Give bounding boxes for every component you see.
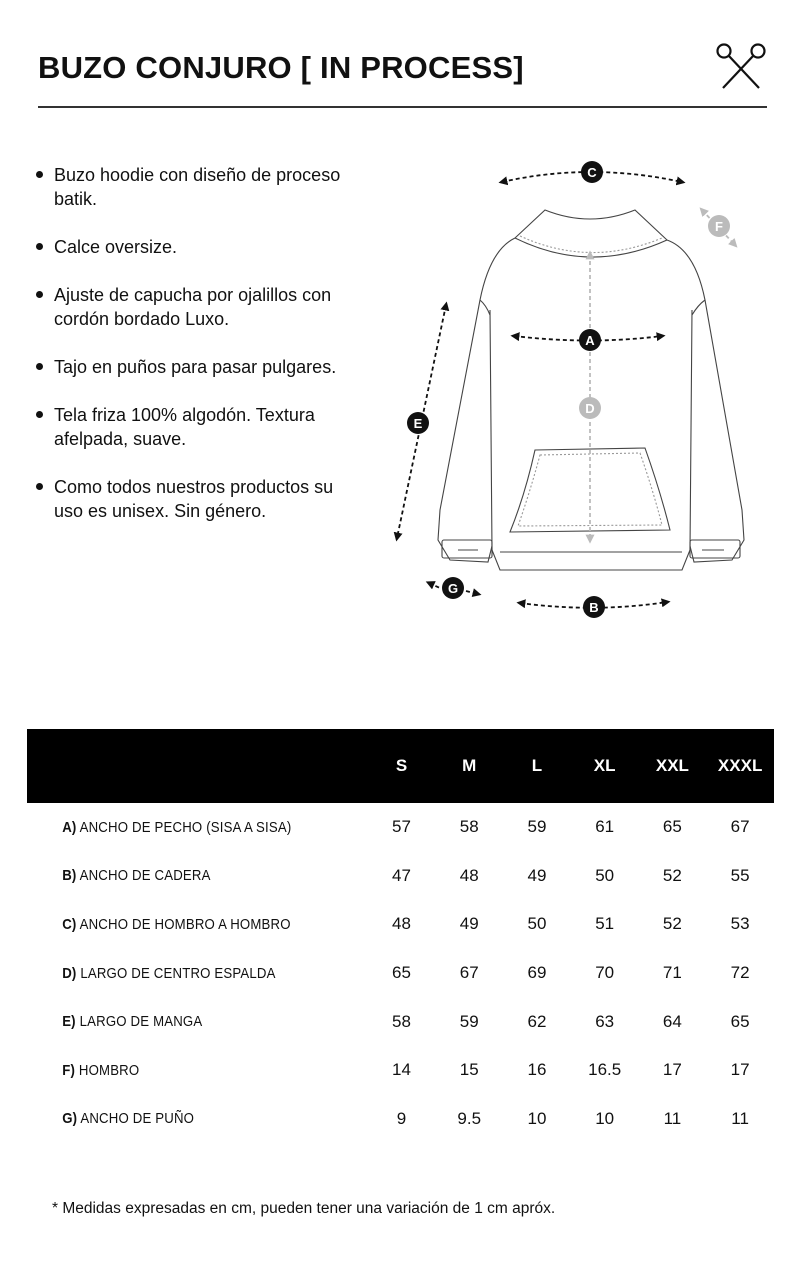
measure-label xyxy=(27,900,327,949)
feature-item: Tajo en puños para pasar pulgares. xyxy=(36,355,346,379)
measure-value: 17 xyxy=(662,1060,682,1080)
marker-f xyxy=(708,215,730,237)
measure-name: ANCHO DE PUÑO xyxy=(80,1110,195,1128)
measure-value: 50 xyxy=(527,914,547,934)
measure-value: 58 xyxy=(392,1011,411,1031)
measure-value: 59 xyxy=(459,1011,479,1031)
size-header: XXL xyxy=(655,756,689,775)
marker-a xyxy=(579,329,601,351)
marker-label: D xyxy=(585,401,595,416)
measure-value: 9 xyxy=(396,1108,407,1128)
measure-value: 72 xyxy=(730,963,750,983)
feature-item: Ajuste de capucha por ojalillos con cordón bordado Luxo. xyxy=(36,283,346,331)
measure-value: 49 xyxy=(459,914,479,934)
measure-value: 71 xyxy=(662,963,682,983)
table-row xyxy=(27,852,774,901)
header-empty xyxy=(27,729,368,803)
marker-label: F xyxy=(715,219,723,234)
measure-value: 16.5 xyxy=(588,1060,622,1080)
header-divider xyxy=(38,106,767,108)
measure-value: 48 xyxy=(459,865,479,885)
measure-value: 65 xyxy=(392,963,411,983)
size-header: XL xyxy=(593,756,616,775)
table-row xyxy=(27,1095,774,1144)
measure-value: 67 xyxy=(459,963,479,983)
measure-value: 64 xyxy=(662,1011,682,1031)
measure-name: LARGO DE CENTRO ESPALDA xyxy=(80,964,276,982)
marker-label: C xyxy=(587,165,597,180)
table-row xyxy=(27,803,774,852)
measure-value: 61 xyxy=(595,817,615,837)
measure-value: 57 xyxy=(392,817,411,837)
measure-value: 14 xyxy=(392,1060,411,1080)
measure-value: 63 xyxy=(595,1011,615,1031)
measure-label xyxy=(27,852,327,901)
measure-value: 65 xyxy=(662,817,682,837)
measure-lines-grey xyxy=(590,210,735,540)
measure-name: ANCHO DE PECHO (SISA A SISA) xyxy=(79,818,292,836)
measure-value: 65 xyxy=(730,1011,750,1031)
marker-e xyxy=(407,412,429,434)
measure-code: B) xyxy=(62,867,77,885)
measure-value: 55 xyxy=(730,865,750,885)
table-row xyxy=(27,997,774,1046)
measure-name: ANCHO DE HOMBRO A HOMBRO xyxy=(79,915,291,933)
measure-value: 49 xyxy=(527,865,547,885)
measure-name: LARGO DE MANGA xyxy=(79,1013,203,1031)
marker-label: A xyxy=(585,333,595,348)
size-header: L xyxy=(531,756,543,775)
page-title: BUZO CONJURO [ IN PROCESS] xyxy=(38,50,524,85)
table-row xyxy=(27,1046,774,1095)
measure-label xyxy=(27,1046,327,1095)
measure-value: 69 xyxy=(527,963,547,983)
measure-name: HOMBRO xyxy=(78,1061,140,1079)
size-header-row xyxy=(27,729,774,803)
marker-label: G xyxy=(447,581,459,596)
measure-value: 10 xyxy=(595,1108,615,1128)
measure-value: 50 xyxy=(595,865,615,885)
marker-label: E xyxy=(413,416,423,431)
measure-value: 15 xyxy=(459,1060,479,1080)
measure-value: 11 xyxy=(663,1108,682,1128)
measure-value: 10 xyxy=(527,1108,547,1128)
feature-list xyxy=(36,163,346,547)
measure-value: 48 xyxy=(392,914,411,934)
size-table xyxy=(27,729,774,1143)
marker-b xyxy=(583,596,605,618)
feature-item: Calce oversize. xyxy=(36,235,346,259)
footnote: * Medidas expresadas en cm, pueden tener una variación de 1 cm apróx. xyxy=(52,1200,556,1217)
measure-value: 52 xyxy=(662,865,682,885)
size-header: XXXL xyxy=(717,756,763,775)
hoodie-outline xyxy=(438,210,744,570)
marker-g xyxy=(442,577,464,599)
measure-code: D) xyxy=(62,964,77,982)
measure-value: 70 xyxy=(595,963,615,983)
measure-code: E) xyxy=(62,1013,76,1031)
measure-label xyxy=(27,949,327,998)
measure-code: C) xyxy=(62,915,77,933)
feature-item: Como todos nuestros productos su uso es unisex. Sin género. xyxy=(36,475,346,523)
marker-d xyxy=(579,397,601,419)
table-row xyxy=(27,949,774,998)
measure-code: A) xyxy=(62,818,77,836)
size-header: S xyxy=(395,756,408,775)
measure-value: 59 xyxy=(527,817,547,837)
measure-code: G) xyxy=(62,1110,78,1128)
feature-item: Buzo hoodie con diseño de proceso batik. xyxy=(36,163,346,211)
measure-name: ANCHO DE CADERA xyxy=(79,867,211,885)
measure-value: 16 xyxy=(527,1060,547,1080)
measure-value: 9.5 xyxy=(457,1108,482,1128)
measure-label xyxy=(27,997,327,1046)
scissors-icon xyxy=(715,42,767,90)
feature-item: Tela friza 100% algodón. Textura afelpada, suave. xyxy=(36,403,346,451)
marker-c xyxy=(581,161,603,183)
marker-label: B xyxy=(589,600,599,615)
measure-value: 53 xyxy=(730,914,750,934)
measure-value: 52 xyxy=(662,914,682,934)
measure-value: 47 xyxy=(392,865,411,885)
measure-code: F) xyxy=(62,1061,76,1079)
hoodie-diagram xyxy=(380,150,780,630)
measure-value: 11 xyxy=(731,1108,749,1128)
measure-value: 51 xyxy=(595,914,615,934)
size-header: M xyxy=(462,756,477,775)
table-row xyxy=(27,900,774,949)
measure-label xyxy=(27,803,327,852)
measure-value: 67 xyxy=(730,817,750,837)
measure-value: 62 xyxy=(527,1011,547,1031)
measure-label xyxy=(27,1095,327,1144)
measure-value: 17 xyxy=(730,1060,750,1080)
measure-value: 58 xyxy=(459,817,479,837)
